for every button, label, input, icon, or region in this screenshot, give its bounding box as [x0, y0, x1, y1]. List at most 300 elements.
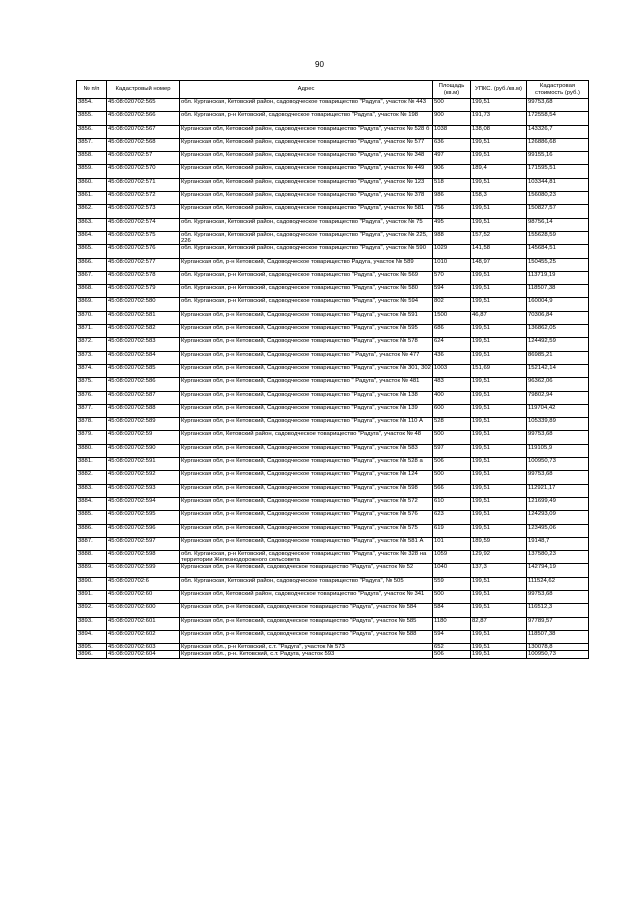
- cell-upks: 199,51: [471, 338, 527, 351]
- cell-number: 3886.: [77, 524, 107, 537]
- cell-area: 652: [433, 644, 471, 651]
- cell-cadastral-cost: 103344,81: [527, 178, 589, 191]
- cell-cadastral-cost: 136862,05: [527, 325, 589, 338]
- cell-cadastral-number: 45:08:020702:574: [107, 218, 180, 231]
- cell-cadastral-cost: 124492,59: [527, 338, 589, 351]
- cell-area: 570: [433, 271, 471, 284]
- cell-number: 3862.: [77, 205, 107, 218]
- table-row: [77, 651, 589, 658]
- cell-area: 500: [433, 99, 471, 112]
- cell-cadastral-number: 45:08:020702:566: [107, 112, 180, 125]
- cell-cadastral-number: 45:08:020702:6: [107, 577, 180, 590]
- cell-cadastral-cost: 150455,25: [527, 258, 589, 271]
- cell-cadastral-cost: 145684,51: [527, 245, 589, 258]
- cell-number: 3888.: [77, 551, 107, 564]
- cell-cadastral-cost: 100950,73: [527, 651, 589, 658]
- cell-upks: 199,51: [471, 351, 527, 364]
- table-row: [77, 564, 589, 577]
- table-header-row: [77, 81, 589, 99]
- cell-number: 3866.: [77, 258, 107, 271]
- cell-number: 3890.: [77, 577, 107, 590]
- cell-cadastral-cost: 118507,38: [527, 630, 589, 643]
- cell-cadastral-number: 45:08:020702:597: [107, 537, 180, 550]
- cell-upks: 82,87: [471, 617, 527, 630]
- cell-cadastral-cost: 121699,49: [527, 497, 589, 510]
- table-row: [77, 524, 589, 537]
- cell-cadastral-number: 45:08:020702:586: [107, 378, 180, 391]
- cell-cadastral-cost: 142794,19: [527, 564, 589, 577]
- cell-number: 3865.: [77, 245, 107, 258]
- cell-upks: 191,73: [471, 112, 527, 125]
- cell-cadastral-cost: 155628,59: [527, 231, 589, 244]
- cell-address: Курганская обл, р-н Кетовский, Садоводческое товарищество "Радуга", участок № 575: [180, 524, 433, 537]
- cell-address: Курганская обл, р-н Кетовский, Садоводческое товарищество "Радуга", участок № 583: [180, 444, 433, 457]
- cell-area: 528: [433, 418, 471, 431]
- header-area: Площадь (кв.м): [433, 81, 471, 99]
- cell-address: обл. Курганская, р-н Кетовский, садоводческое товарищество "Радуга", участок № 328 на территории Железнодорожного сельсовета: [180, 551, 433, 564]
- header-number: № п/п: [77, 81, 107, 99]
- cell-address: Курганская обл, р-н Кетовский, Садоводческое товарищество "Радуга", участок № 576: [180, 511, 433, 524]
- cell-area: 802: [433, 298, 471, 311]
- cell-cadastral-cost: 97789,57: [527, 617, 589, 630]
- table-row: [77, 418, 589, 431]
- cell-upks: 138,08: [471, 125, 527, 138]
- cell-area: 559: [433, 577, 471, 590]
- cell-number: 3861.: [77, 192, 107, 205]
- cell-address: Курганская обл, р-н Кетовский, Садоводческое товарищество " Радуга", участок № 481: [180, 378, 433, 391]
- cell-address: обл. Курганская, р-н Кетовский, садоводческое товарищество "Радуга", участок № 594: [180, 298, 433, 311]
- cell-number: 3870.: [77, 311, 107, 324]
- cell-cadastral-cost: 152142,14: [527, 364, 589, 377]
- cell-address: Курганская обл, р-н Кетовский, садоводческое товарищество "Радуга", участок № 585: [180, 617, 433, 630]
- cell-area: 495: [433, 218, 471, 231]
- table-body: [77, 99, 589, 659]
- cell-number: 3895.: [77, 644, 107, 651]
- table-row: [77, 298, 589, 311]
- cell-number: 3896.: [77, 651, 107, 658]
- cell-address: Курганская обл, р-н Кетовский, Садоводческое товарищество "Радуга", участок № 138: [180, 391, 433, 404]
- cell-cadastral-cost: 112921,17: [527, 484, 589, 497]
- cell-number: 3885.: [77, 511, 107, 524]
- table-row: [77, 630, 589, 643]
- cell-cadastral-cost: 79802,94: [527, 391, 589, 404]
- cell-area: 597: [433, 444, 471, 457]
- cell-cadastral-cost: 150827,57: [527, 205, 589, 218]
- cell-cadastral-cost: 156080,23: [527, 192, 589, 205]
- cell-address: обл. Курганская, р-н Кетовский, садоводческое товарищество "Радуга", участок № 580: [180, 285, 433, 298]
- cell-area: 600: [433, 404, 471, 417]
- cell-number: 3873.: [77, 351, 107, 364]
- header-address: Адрес: [180, 81, 433, 99]
- cell-area: 988: [433, 231, 471, 244]
- cadastral-value-table: [76, 80, 589, 659]
- cell-cadastral-number: 45:08:020702:59: [107, 431, 180, 444]
- table-row: [77, 192, 589, 205]
- cell-cadastral-number: 45:08:020702:598: [107, 551, 180, 564]
- cell-number: 3864.: [77, 231, 107, 244]
- cell-cadastral-number: 45:08:020702:595: [107, 511, 180, 524]
- cell-cadastral-number: 45:08:020702:573: [107, 205, 180, 218]
- cell-cadastral-cost: 123495,06: [527, 524, 589, 537]
- cell-address: обл. Курганская, Кетовский район, садоводческое товарищество "Радуга", участок № 225, 226: [180, 231, 433, 244]
- cell-cadastral-number: 45:08:020702:591: [107, 458, 180, 471]
- cell-upks: 199,51: [471, 511, 527, 524]
- table-row: [77, 205, 589, 218]
- cell-number: 3855.: [77, 112, 107, 125]
- cell-cadastral-number: 45:08:020702:571: [107, 178, 180, 191]
- table-row: [77, 497, 589, 510]
- cell-cadastral-cost: 99753,68: [527, 590, 589, 603]
- cell-number: 3860.: [77, 178, 107, 191]
- cell-number: 3894.: [77, 630, 107, 643]
- cell-cadastral-cost: 160004,9: [527, 298, 589, 311]
- cell-cadastral-number: 45:08:020702:578: [107, 271, 180, 284]
- cell-cadastral-number: 45:08:020702:565: [107, 99, 180, 112]
- cell-address: обл. Курганская, Кетовский район, садоводческое товарищество "Радуга", участок № 75: [180, 218, 433, 231]
- cell-upks: 199,51: [471, 298, 527, 311]
- table-row: [77, 231, 589, 244]
- cell-area: 500: [433, 431, 471, 444]
- cell-address: Курганская обл, р-н Кетовский, Садоводческое товарищество "Радуга", участок № 595: [180, 325, 433, 338]
- cell-cadastral-cost: 19148,7: [527, 537, 589, 550]
- table-row: [77, 245, 589, 258]
- cell-address: Курганская обл, р-н Кетовский, Садоводческое товарищество "Радуга", участок № 124: [180, 471, 433, 484]
- cell-address: Курганская обл, р-н Кетовский, Садоводческое товарищество "Радуга", участок № 110 А: [180, 418, 433, 431]
- cell-cadastral-number: 45:08:020702:570: [107, 165, 180, 178]
- cell-cadastral-cost: 99753,68: [527, 431, 589, 444]
- cell-cadastral-cost: 126886,68: [527, 138, 589, 151]
- cell-cadastral-number: 45:08:020702:575: [107, 231, 180, 244]
- cell-area: 906: [433, 165, 471, 178]
- cell-cadastral-cost: 70306,84: [527, 311, 589, 324]
- cell-number: 3876.: [77, 391, 107, 404]
- cell-upks: 199,51: [471, 378, 527, 391]
- cell-upks: 199,51: [471, 152, 527, 165]
- cell-address: Курганская обл, р-н Кетовский, Садоводческое товарищество "Радуга", участок № 598: [180, 484, 433, 497]
- cell-address: Курганская обл, р-н Кетовский, Садоводческое товарищество "Радуга", участок № 139: [180, 404, 433, 417]
- cell-number: 3880.: [77, 444, 107, 457]
- cell-area: 594: [433, 630, 471, 643]
- cell-address: Курганская обл, р-н Кетовский, Садоводческое товарищество "Радуга", участок № 578: [180, 338, 433, 351]
- cell-cadastral-number: 45:08:020702:580: [107, 298, 180, 311]
- cell-upks: 137,3: [471, 564, 527, 577]
- table-row: [77, 444, 589, 457]
- cell-upks: 151,69: [471, 364, 527, 377]
- cell-address: обл. Курганская, Кетовский район, садоводческое товарищество "Радуга", участок № 443: [180, 99, 433, 112]
- cell-upks: 199,51: [471, 404, 527, 417]
- cell-number: 3889.: [77, 564, 107, 577]
- table-row: [77, 644, 589, 651]
- cell-cadastral-cost: 130078,8: [527, 644, 589, 651]
- cell-address: Курганская обл, р-н Кетовский, Садоводческое товарищество "Радуга", участок № 581 А: [180, 537, 433, 550]
- table-row: [77, 458, 589, 471]
- cell-upks: 199,51: [471, 285, 527, 298]
- cell-upks: 199,51: [471, 604, 527, 617]
- cell-cadastral-number: 45:08:020702:576: [107, 245, 180, 258]
- cell-cadastral-number: 45:08:020702:583: [107, 338, 180, 351]
- cell-cadastral-cost: 86985,21: [527, 351, 589, 364]
- cell-cadastral-number: 45:08:020702:589: [107, 418, 180, 431]
- header-upks: УПКС. (руб./кв.м): [471, 81, 527, 99]
- cell-number: 3884.: [77, 497, 107, 510]
- cell-cadastral-number: 45:08:020702:592: [107, 471, 180, 484]
- table-row: [77, 112, 589, 125]
- table-row: [77, 338, 589, 351]
- cell-area: 900: [433, 112, 471, 125]
- cell-upks: 199,51: [471, 205, 527, 218]
- cell-area: 636: [433, 138, 471, 151]
- table-row: [77, 484, 589, 497]
- cell-cadastral-cost: 172558,54: [527, 112, 589, 125]
- cell-cadastral-cost: 100950,73: [527, 458, 589, 471]
- table-row: [77, 511, 589, 524]
- cell-cadastral-number: 45:08:020702:582: [107, 325, 180, 338]
- cell-upks: 199,51: [471, 418, 527, 431]
- cell-number: 3858.: [77, 152, 107, 165]
- cell-cadastral-number: 45:08:020702:568: [107, 138, 180, 151]
- header-cadastral-number: Кадастровый номер: [107, 81, 180, 99]
- cell-area: 497: [433, 152, 471, 165]
- cell-upks: 199,51: [471, 630, 527, 643]
- cell-area: 436: [433, 351, 471, 364]
- cell-number: 3887.: [77, 537, 107, 550]
- cell-address: Курганская обл, Кетовский район, садоводческое товарищество "Радуга", участок № 577: [180, 138, 433, 151]
- cell-upks: 199,51: [471, 458, 527, 471]
- cell-cadastral-cost: 137580,23: [527, 551, 589, 564]
- cell-cadastral-number: 45:08:020702:590: [107, 444, 180, 457]
- cell-upks: 199,51: [471, 524, 527, 537]
- cell-cadastral-cost: 143326,7: [527, 125, 589, 138]
- table-row: [77, 311, 589, 324]
- cell-cadastral-cost: 116512,3: [527, 604, 589, 617]
- cell-address: Курганская обл, р-н Кетовский, Садоводческое товарищество "Радуга", участок № 572: [180, 497, 433, 510]
- table-row: [77, 285, 589, 298]
- cell-cadastral-cost: 98756,14: [527, 218, 589, 231]
- cell-address: Курганская обл, Кетовский район, садоводческое товарищество "Радуга", участок № 528 б: [180, 125, 433, 138]
- table-row: [77, 218, 589, 231]
- cell-address: Курганская обл, р-н Кетовский, Садоводческое товарищество "Радуга", участок № 528 а: [180, 458, 433, 471]
- table-row: [77, 617, 589, 630]
- cell-address: обл. Курганская, Кетовский район, садоводческое товарищество "Радуга", участок № 590: [180, 245, 433, 258]
- cell-number: 3859.: [77, 165, 107, 178]
- cell-number: 3872.: [77, 338, 107, 351]
- table-row: [77, 471, 589, 484]
- cell-area: 1059: [433, 551, 471, 564]
- cell-cadastral-number: 45:08:020702:60: [107, 590, 180, 603]
- cell-area: 584: [433, 604, 471, 617]
- table-row: [77, 537, 589, 550]
- cell-upks: 199,51: [471, 271, 527, 284]
- table-row: [77, 364, 589, 377]
- cell-area: 1003: [433, 364, 471, 377]
- cell-cadastral-number: 45:08:020702:594: [107, 497, 180, 510]
- table-row: [77, 404, 589, 417]
- cell-cadastral-cost: 113719,19: [527, 271, 589, 284]
- cell-area: 101: [433, 537, 471, 550]
- cell-upks: 199,51: [471, 431, 527, 444]
- cell-upks: 157,52: [471, 231, 527, 244]
- cell-number: 3863.: [77, 218, 107, 231]
- cell-cadastral-number: 45:08:020702:572: [107, 192, 180, 205]
- cell-number: 3893.: [77, 617, 107, 630]
- cell-upks: 199,51: [471, 471, 527, 484]
- cell-address: Курганская обл, Кетовский район, садоводческое товарищество "Радуга", участок № 341: [180, 590, 433, 603]
- cell-upks: 199,51: [471, 391, 527, 404]
- cell-area: 500: [433, 471, 471, 484]
- cell-cadastral-cost: 105339,89: [527, 418, 589, 431]
- cell-cadastral-cost: 118507,38: [527, 285, 589, 298]
- cell-upks: 129,92: [471, 551, 527, 564]
- cell-number: 3883.: [77, 484, 107, 497]
- table-row: [77, 551, 589, 564]
- table-row: [77, 152, 589, 165]
- cell-address: Курганская обл, Кетовский район, садоводческое товарищество "Радуга", участок № 378: [180, 192, 433, 205]
- table-row: [77, 590, 589, 603]
- cell-area: 686: [433, 325, 471, 338]
- cell-number: 3877.: [77, 404, 107, 417]
- cell-address: Курганская обл, Кетовский район, садоводческое товарищество "Радуга", участок № 123: [180, 178, 433, 191]
- cell-cadastral-cost: 99155,16: [527, 152, 589, 165]
- cell-upks: 199,51: [471, 484, 527, 497]
- cell-address: Курганская обл, Кетовский район, садоводческое товарищество "Радуга", участок № 449: [180, 165, 433, 178]
- cell-number: 3854.: [77, 99, 107, 112]
- cell-address: обл. Курганская, р-н Кетовский, садоводческое товарищество "Радуга", участок № 198: [180, 112, 433, 125]
- table-row: [77, 258, 589, 271]
- cell-cadastral-number: 45:08:020702:57: [107, 152, 180, 165]
- cell-cadastral-number: 45:08:020702:585: [107, 364, 180, 377]
- cell-area: 1038: [433, 125, 471, 138]
- cell-upks: 189,59: [471, 537, 527, 550]
- cell-area: 483: [433, 378, 471, 391]
- cell-area: 756: [433, 205, 471, 218]
- cell-number: 3875.: [77, 378, 107, 391]
- cell-cadastral-cost: 96362,06: [527, 378, 589, 391]
- table-row: [77, 138, 589, 151]
- cell-cadastral-number: 45:08:020702:600: [107, 604, 180, 617]
- cell-number: 3892.: [77, 604, 107, 617]
- cell-cadastral-cost: 99753,68: [527, 99, 589, 112]
- cell-cadastral-number: 45:08:020702:587: [107, 391, 180, 404]
- table-row: [77, 125, 589, 138]
- cell-upks: 199,51: [471, 218, 527, 231]
- table-row: [77, 99, 589, 112]
- cell-address: Курганская обл, Кетовский район, садоводческое товарищество "Радуга", участок № 581: [180, 205, 433, 218]
- cell-address: Курганская обл., р-н Кетовский, с.т. "Радуга", участок № 573: [180, 644, 433, 651]
- page-number: 90: [315, 60, 324, 69]
- table-row: [77, 391, 589, 404]
- cell-number: 3882.: [77, 471, 107, 484]
- table-row: [77, 325, 589, 338]
- cell-cadastral-cost: 124293,09: [527, 511, 589, 524]
- cell-cadastral-number: 45:08:020702:596: [107, 524, 180, 537]
- cell-cadastral-number: 45:08:020702:599: [107, 564, 180, 577]
- cell-number: 3878.: [77, 418, 107, 431]
- cell-cadastral-number: 45:08:020702:601: [107, 617, 180, 630]
- cell-upks: 199,51: [471, 444, 527, 457]
- cell-cadastral-cost: 111524,62: [527, 577, 589, 590]
- cell-upks: 189,4: [471, 165, 527, 178]
- cell-number: 3869.: [77, 298, 107, 311]
- cell-address: Курганская обл, р-н Кетовский, Садоводческое товарищество " Радуга", участок № 477: [180, 351, 433, 364]
- cell-upks: 141,58: [471, 245, 527, 258]
- cell-number: 3856.: [77, 125, 107, 138]
- cell-area: 1180: [433, 617, 471, 630]
- cell-area: 1040: [433, 564, 471, 577]
- cell-number: 3871.: [77, 325, 107, 338]
- cell-address: Курганская обл, р-н Кетовский, садоводческое товарищество "Радуга", участок № 588: [180, 630, 433, 643]
- cell-area: 986: [433, 192, 471, 205]
- cell-number: 3867.: [77, 271, 107, 284]
- table-row: [77, 178, 589, 191]
- cell-upks: 199,51: [471, 325, 527, 338]
- cell-area: 518: [433, 178, 471, 191]
- cell-cadastral-number: 45:08:020702:603: [107, 644, 180, 651]
- cell-area: 400: [433, 391, 471, 404]
- cell-cadastral-number: 45:08:020702:579: [107, 285, 180, 298]
- cell-upks: 199,51: [471, 138, 527, 151]
- cell-area: 506: [433, 651, 471, 658]
- table-row: [77, 577, 589, 590]
- cell-upks: 199,51: [471, 577, 527, 590]
- cell-address: Курганская обл, р-н Кетовский, Садоводческое товарищество Радуга, участок № 589: [180, 258, 433, 271]
- cell-address: обл. Курганская, р-н Кетовский, садоводческое товарищество "Радуга", участок № 569: [180, 271, 433, 284]
- cell-cadastral-number: 45:08:020702:581: [107, 311, 180, 324]
- cell-upks: 158,3: [471, 192, 527, 205]
- cell-upks: 199,51: [471, 651, 527, 658]
- cell-area: 610: [433, 497, 471, 510]
- table-row: [77, 271, 589, 284]
- header-cadastral-cost: Кадастровая стоимость (руб.): [527, 81, 589, 99]
- cell-upks: 199,51: [471, 99, 527, 112]
- cell-number: 3868.: [77, 285, 107, 298]
- cell-upks: 46,87: [471, 311, 527, 324]
- cell-cadastral-cost: 119704,42: [527, 404, 589, 417]
- cell-area: 624: [433, 338, 471, 351]
- cell-area: 1500: [433, 311, 471, 324]
- cell-address: обл. Курганская, Кетовский район, садоводческое товарищество "Радуга", № 505: [180, 577, 433, 590]
- cell-area: 1029: [433, 245, 471, 258]
- cell-number: 3891.: [77, 590, 107, 603]
- cell-address: Курганская обл, р-н Кетовский, Садоводческое товарищество "Радуга", участок № 301, 302: [180, 364, 433, 377]
- cell-cadastral-number: 45:08:020702:604: [107, 651, 180, 658]
- table-row: [77, 378, 589, 391]
- cell-area: 566: [433, 484, 471, 497]
- cell-number: 3881.: [77, 458, 107, 471]
- cell-cadastral-number: 45:08:020702:593: [107, 484, 180, 497]
- table-row: [77, 604, 589, 617]
- table-row: [77, 431, 589, 444]
- cell-cadastral-cost: 171595,51: [527, 165, 589, 178]
- cell-cadastral-number: 45:08:020702:577: [107, 258, 180, 271]
- cell-cadastral-cost: 119105,9: [527, 444, 589, 457]
- cell-cadastral-number: 45:08:020702:584: [107, 351, 180, 364]
- cell-area: 623: [433, 511, 471, 524]
- cell-address: Курганская обл, Кетовский район, садоводческое товарищество "Радуга", участок № 48: [180, 431, 433, 444]
- cell-area: 500: [433, 590, 471, 603]
- cell-upks: 148,97: [471, 258, 527, 271]
- cell-upks: 199,51: [471, 644, 527, 651]
- table-row: [77, 351, 589, 364]
- cell-area: 506: [433, 458, 471, 471]
- cell-area: 594: [433, 285, 471, 298]
- cell-address: Курганская обл, р-н Кетовский, садоводческое товарищество "Радуга", участок № 52: [180, 564, 433, 577]
- cell-cadastral-number: 45:08:020702:588: [107, 404, 180, 417]
- cell-upks: 199,51: [471, 590, 527, 603]
- cell-cadastral-number: 45:08:020702:567: [107, 125, 180, 138]
- cell-address: Курганская обл, Кетовский район, садоводческое товарищество "Радуга", участок № 348: [180, 152, 433, 165]
- cell-address: Курганская обл., р-н. Кетовский, с.т. Радуга, участок 593: [180, 651, 433, 658]
- cell-number: 3874.: [77, 364, 107, 377]
